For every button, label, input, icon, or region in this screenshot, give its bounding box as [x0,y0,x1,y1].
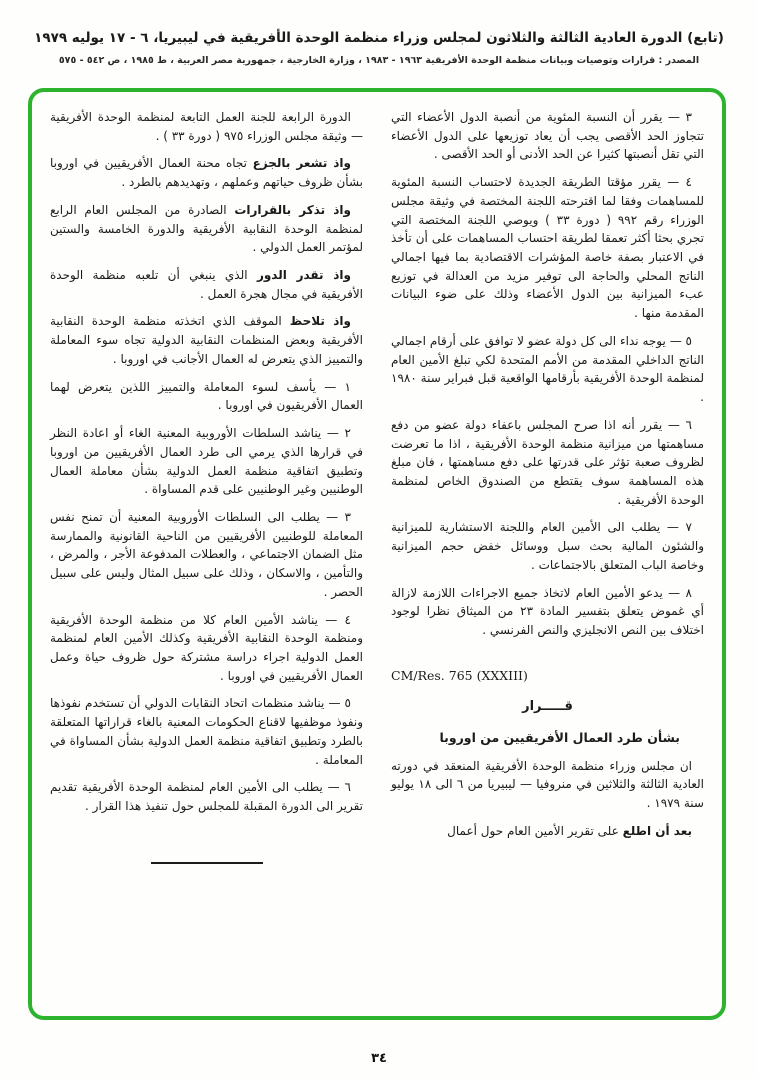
page-number: ٣٤ [371,1051,387,1066]
resolution-title: قـــــرار [522,698,573,714]
page-header [0,0,758,66]
right-column [391,108,704,1004]
paragraph-text: ٥ — يناشد منظمات اتحاد النقابات الدولي أن تستخدم نفوذها ونفوذ موظفيها لاقناع الحكومات المعنية بالغاء قراراتها المتعلقة بالطرد وتطبيق اتفاقية منظمة العمل الدولية بشأن المساواة في المعاملة . [50,696,363,767]
paragraph [50,312,363,368]
paragraph [50,778,363,815]
page-header-source: المصدر : قرارات وتوصيات وبيانات منظمة الوحدة الأفريقية ١٩٦٣ - ١٩٨٣ ، وزارة الخارجية ، جمهورية مصر العربية ، ط ١٩٨٥ ، ص ٥٤٢ - ٥٧٥ [58,55,700,66]
paragraph-text: على تقرير الأمين العام حول أعمال [447,823,623,838]
resolution-number: CM/Res. 765 (XXXIII) [391,667,528,683]
paragraph-lead: واذ تذكر بالقرارات [234,202,351,217]
page-header-title: (تابع) الدورة العادية الثالثة والثلاثون لمجلس وزراء منظمة الوحدة الأفريقية في ليبيريا، ٦ - ١٧ يوليه ١٩٧٩ [34,30,724,46]
paragraph-text: الموقف الذي اتخذته منظمة الوحدة النقابية الأفريقية وبعض المنظمات النقابية الدولية تجاه سوء المعاملة والتمييز الذي يتعرض له العمال الأجانب في اوروبا . [50,314,363,366]
paragraph-text: ٤ — يناشد الأمين العام كلا من منظمة الوحدة الأفريقية ومنظمة الوحدة النقابية الأفريقية وكذلك الأمين العام لمنظمة العمل الدولية اجراء دراسة مشتركة حول ظروف حياة وعمل العمال الأفريقيين في اوروبا . [50,612,363,683]
resolution-intro: ان مجلس وزراء منظمة الوحدة الأفريقية المنعقد في دورته العادية الثالثة والثلاثين في منروفيا — ليبيريا من ٦ الى ١٨ يوليو سنة ١٩٧٩ . [391,758,704,811]
paragraph [50,424,363,499]
paragraph-text: تجاه محنة العمال الأفريقيين في اوروبا بشأن ظروف حياتهم وعملهم ، وتهديدهم بالطرد . [50,156,363,190]
paragraph [50,378,363,415]
separator-rule [151,862,263,864]
columns [50,108,704,1004]
paragraph-text: ٢ — يناشد السلطات الأوروبية المعنية الغاء أو اعادة النظر في قرارها الذي يرمي الى طرد العمال الأفريقيين من اوروبا وتطبيق اتفاقية منظمة العمل الدولية بشأن معاملة العمال الوطنيين وغير الوطنيين على قدم المساواة . [50,426,363,497]
left-column [50,108,363,1004]
paragraph-text: ١ — يأسف لسوء المعاملة والتمييز اللذين يتعرض لهما العمال الأفريقيون في اوروبا . [50,379,363,413]
paragraph: ٧ — يطلب الى الأمين العام واللجنة الاستشارية للميزانية والشئون المالية بحث سبل ووسائل خفض حجم الميزانية وخاصة الباب المتعلق بالاجتماعات . [391,520,704,572]
resolution-closing [391,822,704,841]
paragraph: ٥ — يوجه نداء الى كل دولة عضو لا توافق على أرقام اجمالي الناتج الداخلي المقدمة من الأمم المتحدة لكي تبلغ الأمين العام لمنظمة الوحدة الأفريقية بأرقامها الواقعية قبل فبراير سنة ١٩٨٠ . [391,333,704,405]
resolution-subject: بشأن طرد العمال الأفريقيين من اوروبا [439,729,680,745]
paragraph-text: الصادرة من المجلس العام الرابع لمنظمة الوحدة النقابية الأفريقية والدورة الخامسة والستين لمؤتمر العمل الدولي . [50,202,363,255]
paragraph: ٣ — يقرر أن النسبة المئوية من أنصبة الدول الأعضاء التي تتجاوز الحد الأقصى يجب أن يعاد توزيعها على الدول الأعضاء التي تقل أنصبتها كثيرا عن الحد الأدنى أو الحد الأقصى . [391,110,704,162]
paragraph-lead: واذ تلاحظ [289,314,351,329]
paragraph: ٨ — يدعو الأمين العام لاتخاذ جميع الاجراءات اللازمة لازالة أي غموض يتعلق بتفسير المادة ٢٣ من الميثاق نظرا لوجود اختلاف بين النص الانجليزي والنص الفرنسي . [391,585,704,637]
document-frame [28,88,726,1020]
paragraph [50,266,363,303]
paragraph-lead: واذ تقدر الدور [256,268,351,283]
paragraph-text: الذي ينبغي أن تلعبه منظمة الوحدة الأفريقية في مجال هجرة العمل . [50,268,363,301]
paragraph [50,508,363,602]
paragraph [50,201,363,257]
paragraph [50,154,363,191]
paragraph-lead: واذ تشعر بالجزع [252,156,351,171]
paragraph-text: ٦ — يطلب الى الأمين العام لمنظمة الوحدة الأفريقية تقديم تقرير الى الدورة المقبلة للمجلس حول تنفيذ هذا القرار . [50,780,363,813]
page-footer [0,1051,758,1066]
paragraph: ٤ — يقرر مؤقتا الطريقة الجديدة لاحتساب النسبة المئوية للمساهمات وفقا لما اقترحته اللجنة المختصة في وثيقة مجلس الوزراء رقم ٩٩٢ ( دورة ٣٣ ) ويوصي اللجنة المختصة التي تجري بحثا أكثر تعمقا لطريقة احتساب المساهمات على أن تأخذ في الاعتبار بصفة خاصة المؤشرات الاقتصادية بما فيها اجمالي الناتج المحلي والحاجة الى توفير مزيد من العدالة في توزيع عبء الميزانية بين الدول الأعضاء وذلك على ضوء البيانات المقدمة منها . [391,175,704,321]
paragraph [50,611,363,686]
paragraph-lead: بعد أن اطلع [622,823,692,838]
paragraph: ٦ — يقرر أنه اذا صرح المجلس باعفاء دولة عضو من دفع مساهمتها من ميزانية منظمة الوحدة الأفريقية ، اذا ما تعرضت لظروف صعبة تؤثر على قدرتها على دفع مساهمتها ، فان مبلغ هذه المساهمة سوف يقتطع من الصندوق الخاص لمنظمة الوحدة الأفريقية . [391,417,704,507]
paragraph [50,694,363,769]
paragraph-text: ٣ — يطلب الى السلطات الأوروبية المعنية أن تمنح نفس المعاملة للوطنيين الأفريقيين من الناحية القانونية والممارسة مثل الضمان الاجتماعي ، والعطلات المدفوعة الأجر ، والمرض ، والتأمين ، والاسكان ، وذلك على سبيل المثال وليس على سبيل الحصر . [50,509,363,599]
paragraph [50,108,363,145]
paragraph-text: الدورة الرابعة للجنة العمل التابعة لمنظمة الوحدة الأفريقية — وثيقة مجلس الوزراء ٩٧٥ ( دورة ٣٣ ) . [50,110,363,143]
